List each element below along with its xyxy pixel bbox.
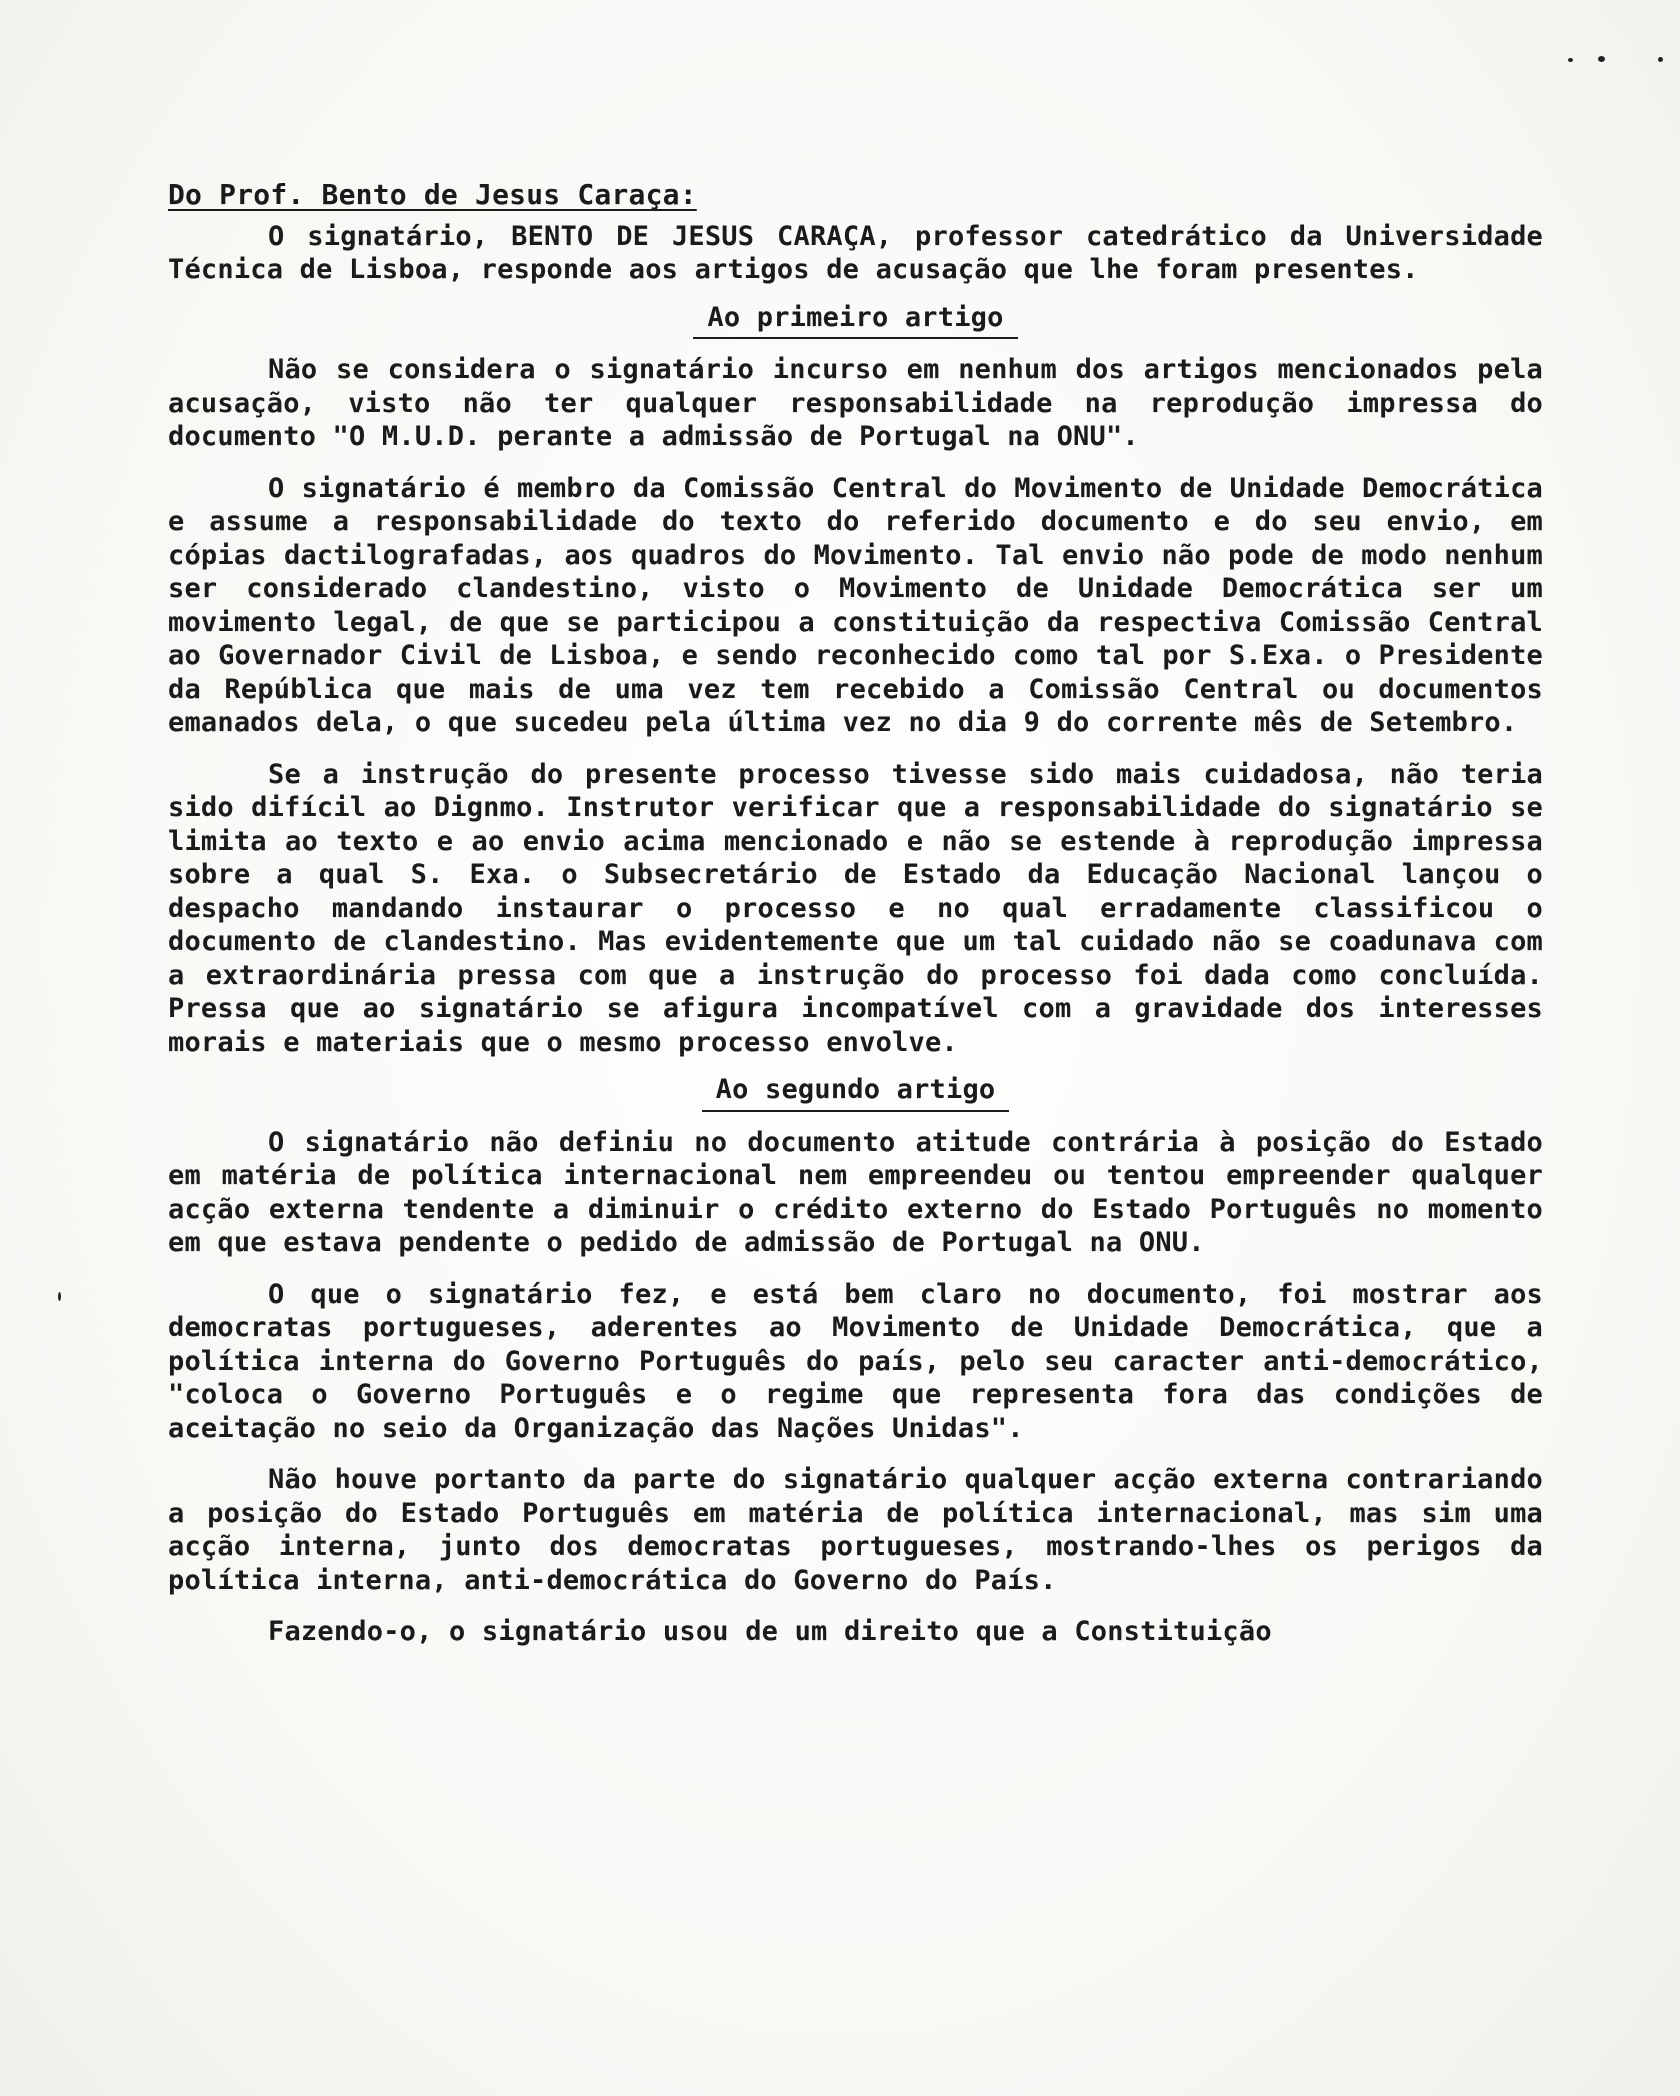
ink-speck xyxy=(58,1292,61,1301)
paragraph: Fazendo-o, o signatário usou de um direito que a Constituição xyxy=(268,1616,1272,1647)
letter-heading: Do Prof. Bento de Jesus Caraça: xyxy=(168,178,697,211)
paragraph: O que o signatário fez, e está bem claro no documento, foi mostrar aos democratas portugueses, aderentes ao Movimento de Unidade Democrática, que a política interna do Governo Português do país, pelo seu caracter anti-democrático, "coloca o Governo Português e o regime que representa fora das condições de aceitação no seio da Organização das Nações Unidas". xyxy=(168,1278,1543,1444)
paragraph: Se a instrução do presente processo tivesse sido mais cuidadosa, não teria sido difícil ao Dignmo. Instrutor verificar que a responsabilidade do signatário se limita ao texto e ao envio acima mencionado e não se estende à reprodução impressa sobre a qual S. Exa. o Subsecretário de Estado da Educação Nacional lançou o despacho mandando instaurar o processo e no qual erradamente classificou o documento de clandestino. Mas evidentemente que um tal cuidado não se coadunava com a extraordinária pressa com que a instrução do processo foi dada como concluída. Pressa que ao signatário se afigura incompatível com a gravidade dos interesses morais e materiais que o mesmo processo envolve. xyxy=(168,758,1543,1058)
paragraph: Não se considera o signatário incurso em nenhum dos artigos mencionados pela acusação, visto não ter qualquer responsabilidade na reprodução impressa do documento "O M.U.D. perante a admissão de Portugal na ONU". xyxy=(168,354,1543,452)
section-title-text: Ao segundo artigo xyxy=(702,1073,1010,1112)
paragraph: O signatário não definiu no documento atitude contrária à posição do Estado em matéria de política internacional nem empreendeu ou tentou empreender qualquer acção externa tendente a diminuir o crédito externo do Estado Português no momento em que estava pendente o pedido de admissão de Portugal na ONU. xyxy=(168,1126,1543,1258)
section-title-second-article xyxy=(168,1073,1543,1112)
typed-letter xyxy=(168,178,1543,1667)
ink-speck xyxy=(1598,56,1605,62)
section-title-first-article xyxy=(168,301,1543,340)
section-title-text: Ao primeiro artigo xyxy=(693,301,1017,340)
intro-paragraph: O signatário, BENTO DE JESUS CARAÇA, professor catedrático da Universidade Técnica de Lisboa, responde aos artigos de acusação que lhe foram presentes. xyxy=(168,220,1543,285)
ink-speck xyxy=(1568,58,1573,62)
paragraph: Não houve portanto da parte do signatário qualquer acção externa contrariando a posição do Estado Português em matéria de política internacional, mas sim uma acção interna, junto dos democratas portugueses, mostrando-lhes os perigos da política interna, anti-democrática do Governo do País. xyxy=(168,1464,1543,1596)
ink-speck xyxy=(1658,57,1663,62)
paragraph: O signatário é membro da Comissão Central do Movimento de Unidade Democrática e assume a responsabilidade do texto do referido documento e do seu envio, em cópias dactilografadas, aos quadros do Movimento. Tal envio não pode de modo nenhum ser considerado clandestino, visto o Movimento de Unidade Democrática ser um movimento legal, de que se participou a constituição da respectiva Comissão Central ao Governador Civil de Lisboa, e sendo reconhecido como tal por S.Exa. o Presidente da República que mais de uma vez tem recebido a Comissão Central ou documentos emanados dela, o que sucedeu pela última vez no dia 9 do corrente mês de Setembro. xyxy=(168,472,1543,738)
